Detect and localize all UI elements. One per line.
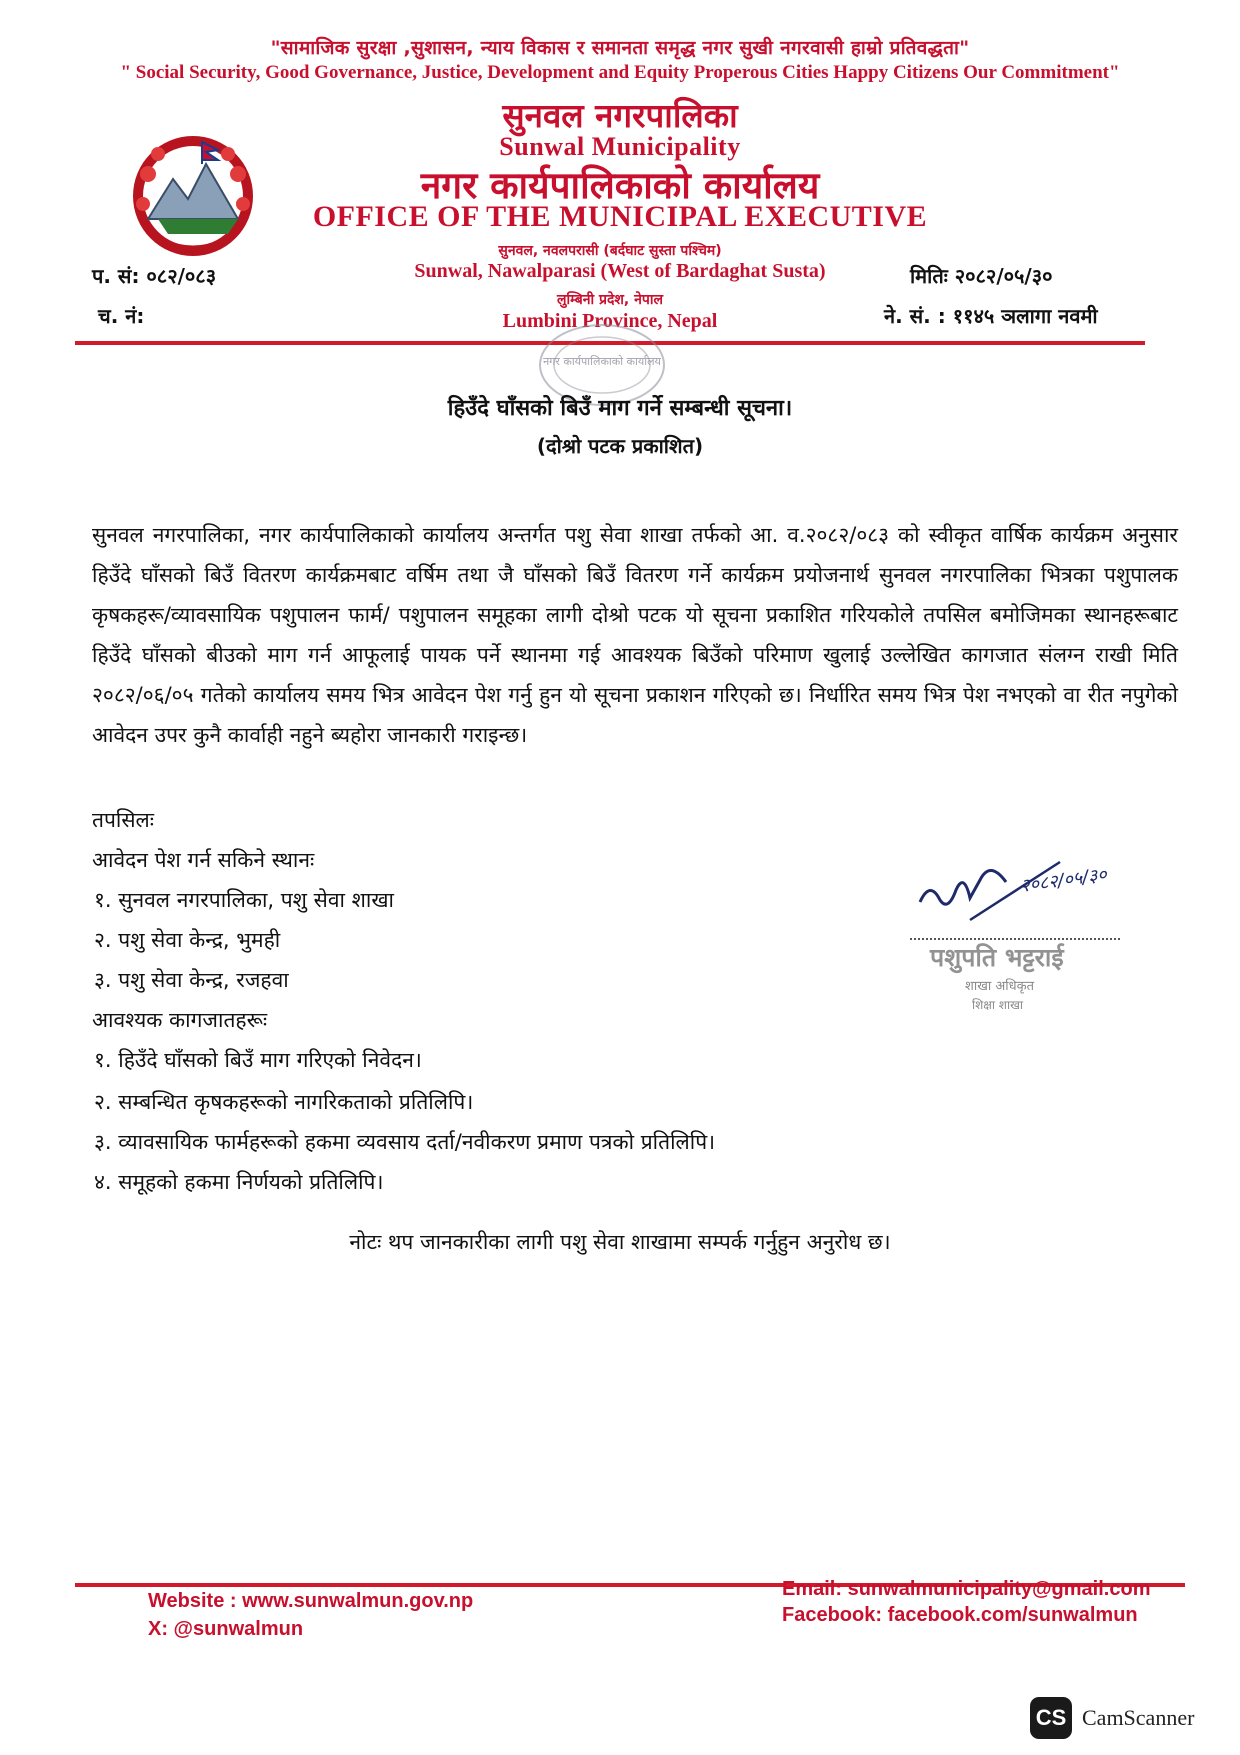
document-item: १. हिउँदे घाँसको बिउँ माग गरिएको निवेदन। <box>94 1048 422 1072</box>
issue-date: मितिः २०८२/०५/३० <box>910 264 1053 288</box>
municipality-name-english: Sunwal Municipality <box>499 132 741 161</box>
province-english: Lumbini Province, Nepal <box>502 310 718 332</box>
note-line: नोटः थप जानकारीका लागी पशु सेवा शाखामा सम्पर्क गर्नुहुन अनुरोध छ। <box>349 1230 891 1254</box>
camscanner-watermark: CamScanner <box>1082 1705 1195 1730</box>
motto-nepali: "सामाजिक सुरक्षा ,सुशासन, न्याय विकास र समानता समृद्ध नगर सुखी नगरवासी हाम्रो प्रतिवद्धता" <box>270 37 970 59</box>
nepal-sambat-date: ने. सं. : ११४५ ञलागा नवमी <box>884 304 1098 328</box>
documents-label: आवश्यक कागजातहरूः <box>92 1008 268 1032</box>
notice-subtitle: (दोश्रो पटक प्रकाशित) <box>536 434 704 458</box>
tapsil-label: तपसिलः <box>92 808 155 832</box>
signature-block <box>910 850 1140 1020</box>
reference-number: प. सं: ०८२/०८३ <box>92 264 217 288</box>
website-link[interactable]: Website : www.sunwalmun.gov.np <box>148 1590 474 1612</box>
signatory-name: पशुपति भट्टराई <box>930 943 1064 972</box>
dispatch-number: च. नं: <box>98 304 145 328</box>
province-nepali: लुम्बिनी प्रदेश, नेपाल <box>557 292 663 308</box>
motto-english: " Social Security, Good Governance, Justice, Development and Equity Properous Cities Happy Citizens Our Commitment" <box>120 62 1120 83</box>
stamp-text: नगर कार्यपालिकाको कार्यालय <box>543 355 661 368</box>
office-name-english: OFFICE OF THE MUNICIPAL EXECUTIVE <box>312 200 928 233</box>
email-link[interactable]: Email: sunwalmunicipality@gmail.com <box>782 1578 1151 1600</box>
signature-date: २०८२/०५/३० <box>1019 864 1109 897</box>
place-item: ३. पशु सेवा केन्द्र, रजहवा <box>94 968 289 992</box>
address-english: Sunwal, Nawalparasi (West of Bardaghat Susta) <box>414 260 826 282</box>
camscanner-logo-icon: CS <box>1030 1697 1072 1739</box>
address-nepali: सुनवल, नवलपरासी (बर्दघाट सुस्ता पश्चिम) <box>498 243 722 259</box>
office-name-nepali: नगर कार्यपालिकाको कार्यालय <box>420 164 820 207</box>
municipality-name-nepali: सुनवल नगरपालिका <box>502 96 738 135</box>
notice-body: सुनवल नगरपालिका, नगर कार्यपालिकाको कार्यालय अन्तर्गत पशु सेवा शाखा तर्फको आ. व.२०८२/०८३ को स्वीकृत वार्षिक कार्यक्रम अनुसार हिउँदे घाँसको बिउँ वितरण कार्यक्रमबाट वर्षिम तथा जै घाँसको बिउँ वितरण गर्ने कार्यक्रम प्रयोजनार्थ सुनवल नगरपालिका भित्रका पशुपालक कृषकहरू/व्यावसायिक पशुपालन फार्म/ पशुपालन समूहका लागी दोश्रो पटक यो सूचना प्रकाशित गरियकोले तपसिल बमोजिमका स्थानहरूबाट हिउँदे घाँसको बीउको माग गर्न आफूलाई पायक पर्ने स्थानमा गई आवश्यक बिउँको परिमाण खुलाई उल्लेखित कागजात संलग्न राखी मिति २०८२/०६/०५ गतेको कार्यालय समय भित्र आवेदन पेश गर्नु हुन यो सूचना प्रकाशन गरिएको छ। निर्धारित समय भित्र पेश नभएको वा रीत नपुगेको आवेदन उपर कुनै कार्वाही नहुने ब्यहोरा जानकारी गराइन्छ। <box>92 523 1178 747</box>
document-item: ३. व्यावसायिक फार्महरूको हकमा व्यवसाय दर्ता/नवीकरण प्रमाण पत्रको प्रतिलिपि। <box>94 1130 716 1154</box>
document-item: ४. समूहको हकमा निर्णयको प्रतिलिपि। <box>94 1170 384 1194</box>
place-item: १. सुनवल नगरपालिका, पशु सेवा शाखा <box>94 888 394 912</box>
signatory-department: शिक्षा शाखा <box>972 998 1023 1012</box>
places-label: आवेदन पेश गर्न सकिने स्थानः <box>92 848 315 872</box>
signatory-designation: शाखा अधिकृत <box>965 979 1035 994</box>
document-item: २. सम्बन्धित कृषकहरूको नागरिकताको प्रतिलिपि। <box>94 1090 474 1114</box>
place-item: २. पशु सेवा केन्द्र, भुमही <box>94 928 281 952</box>
x-handle-link[interactable]: X: @sunwalmun <box>148 1618 304 1640</box>
notice-title: हिउँदे घाँसको बिउँ माग गर्ने सम्बन्धी सूचना। <box>447 396 793 421</box>
facebook-link[interactable]: Facebook: facebook.com/sunwalmun <box>782 1604 1138 1626</box>
